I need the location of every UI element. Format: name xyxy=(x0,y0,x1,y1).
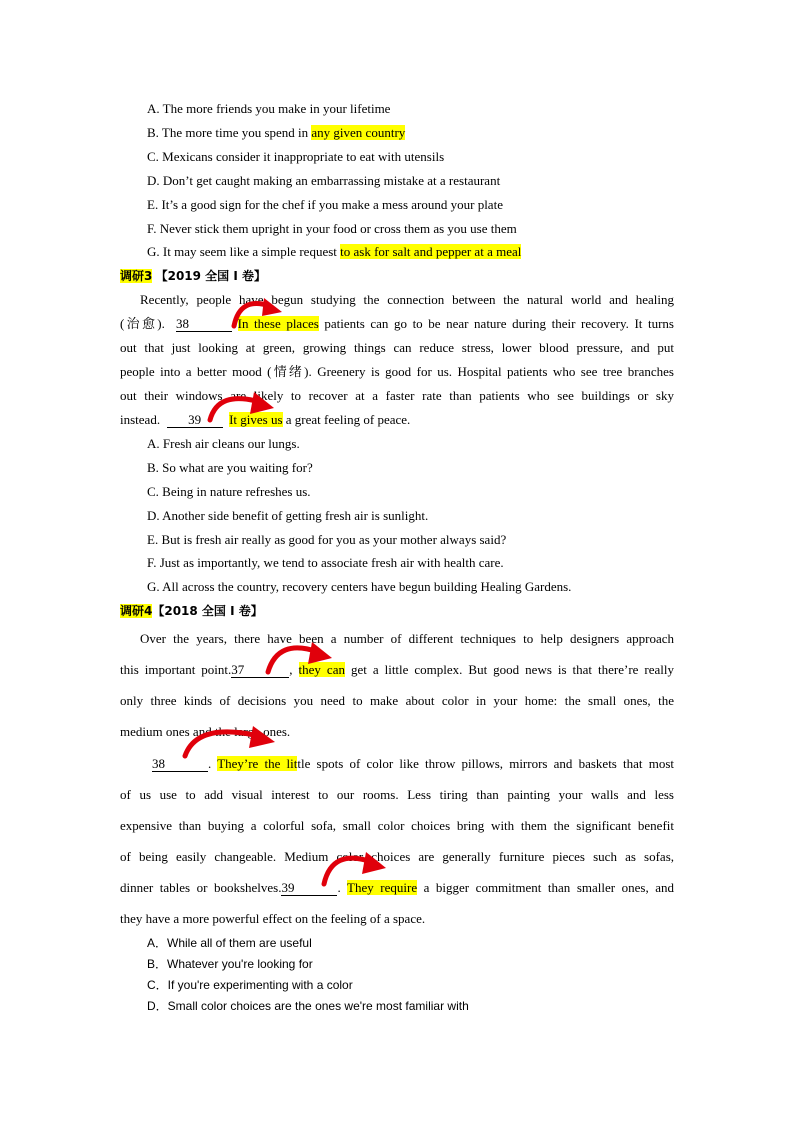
section3-heading xyxy=(120,268,266,284)
curved-arrow-icon xyxy=(318,846,390,888)
option-text: D. Another side benefit of getting fresh air is sunlight. xyxy=(147,508,429,523)
highlighted-text: They’re the lit xyxy=(217,756,298,771)
s3-option-f xyxy=(147,555,504,571)
option-text: G. It may seem like a simple request xyxy=(147,244,341,259)
passage-text: dinner tables or bookshelves. xyxy=(120,880,282,895)
option-text: G. All across the country, recovery centers have begun building Healing Gardens. xyxy=(147,579,572,594)
highlighted-text: In these places xyxy=(237,316,319,331)
passage4-line-5: 38 . They’re the little spots of color like throw pillows, mirrors and baskets that most xyxy=(152,756,674,771)
answer-blank: 39 xyxy=(281,881,337,896)
s3-option-a xyxy=(147,436,300,452)
passage-text: patients can go to be near nature during their recovery. It turns xyxy=(318,316,674,331)
highlighted-text: they can xyxy=(298,662,345,677)
option-text: A. Fresh air cleans our lungs. xyxy=(147,436,300,451)
s4-option-b xyxy=(147,956,313,972)
passage3-line-3 xyxy=(120,340,674,356)
curved-arrow-icon xyxy=(226,292,286,332)
highlighted-text: to ask for salt and pepper at a meal xyxy=(340,244,522,259)
passage-text: instead. xyxy=(120,412,161,427)
passage-text: a bigger commitment than smaller ones, and xyxy=(417,880,674,895)
passage-text: out that just looking at green, growing things can reduce stress, lower blood pressure, and put xyxy=(120,340,674,355)
option-b xyxy=(147,125,405,141)
passage-text: expensive than buying a colorful sofa, small color choices bring with them the significant benefit xyxy=(120,818,674,833)
option-text: F. Never stick them upright in your food or cross them as you use them xyxy=(147,221,517,236)
passage-text: out their windows are likely to recover at a faster rate than patients who see buildings or sky xyxy=(120,388,674,403)
section4-heading xyxy=(120,603,263,619)
option-text: E. It’s a good sign for the chef if you make a mess around your plate xyxy=(147,197,503,212)
passage-text: (治愈). xyxy=(120,316,165,331)
passage-text: get a little complex. But good news is that there’re really xyxy=(344,662,675,677)
option-e xyxy=(147,197,503,213)
option-text: A．While all of them are useful xyxy=(147,936,312,950)
passage4-line-8 xyxy=(120,849,674,865)
passage-text: medium ones and the large ones. xyxy=(120,724,291,739)
passage4-line-1 xyxy=(140,631,674,647)
passage-text: this important point. xyxy=(120,662,232,677)
s3-option-b xyxy=(147,460,313,476)
section-title: 【2018 全国 I 卷】 xyxy=(152,604,263,618)
s4-option-d xyxy=(147,998,469,1014)
option-a xyxy=(147,101,390,117)
curved-arrow-icon xyxy=(204,388,278,426)
option-text: D. Don’t get caught making an embarrassing mistake at a restaurant xyxy=(147,173,501,188)
passage-text: Recently, people have begun studying the connection between the natural world and healing xyxy=(140,292,674,307)
answer-blank: 38 xyxy=(152,757,208,772)
answer-blank: 37 xyxy=(231,663,289,678)
passage4-line-10 xyxy=(120,911,425,927)
highlighted-text: It gives us xyxy=(229,412,283,427)
s3-option-d xyxy=(147,508,428,524)
option-text: C．If you're experimenting with a color xyxy=(147,978,353,992)
section-tag: 调研3 xyxy=(120,269,153,283)
passage3-line-4 xyxy=(120,364,674,380)
passage-text: tle spots of color like throw pillows, mirrors and baskets that most xyxy=(297,756,674,771)
option-d xyxy=(147,173,500,189)
passage-text: of us use to add visual interest to our rooms. Less tiring than painting your walls and less xyxy=(120,787,674,802)
option-f xyxy=(147,221,517,237)
s3-option-e xyxy=(147,532,506,548)
highlighted-text: any given country xyxy=(311,125,406,140)
s4-option-c xyxy=(147,977,353,993)
option-text: C. Being in nature refreshes us. xyxy=(147,484,311,499)
option-text: B. So what are you waiting for? xyxy=(147,460,313,475)
s4-option-a xyxy=(147,935,312,951)
passage3-line-2 xyxy=(120,316,674,332)
curved-arrow-icon xyxy=(262,636,336,678)
answer-blank: 38 xyxy=(176,317,232,332)
passage-text: they have a more powerful effect on the feeling of a space. xyxy=(120,911,426,926)
option-g xyxy=(147,244,521,260)
passage-text: of being easily changeable. Medium color choices are generally furniture pieces such as sofas, xyxy=(120,849,674,864)
answer-blank: 39 xyxy=(167,413,223,428)
passage-text: people into a better mood (情绪). Greenery is good for us. Hospital patients who see tree branches xyxy=(120,364,674,379)
curved-arrow-icon xyxy=(179,722,279,760)
option-text: F. Just as importantly, we tend to associate fresh air with health care. xyxy=(147,555,504,570)
option-text: B．Whatever you're looking for xyxy=(147,957,313,971)
passage-text: a great feeling of peace. xyxy=(282,412,411,427)
s3-option-g xyxy=(147,579,571,595)
passage-text: Over the years, there have been a number of different techniques to help designers approach xyxy=(140,631,674,646)
section-title: 【2019 全国 I 卷】 xyxy=(155,269,267,283)
option-text: D．Small color choices are the ones we're most familiar with xyxy=(147,999,469,1013)
passage4-line-2: this important point.37 , they can get a little complex. But good news is that there’re really xyxy=(120,662,675,677)
option-text: E. But is fresh air really as good for you as your mother always said? xyxy=(147,532,507,547)
passage-text: only three kinds of decisions you need to make about color in your home: the small ones, the xyxy=(120,693,674,708)
passage3-line-1 xyxy=(140,292,674,308)
passage4-line-6 xyxy=(120,787,674,803)
s3-option-c xyxy=(147,484,311,500)
option-text: B. The more time you spend in xyxy=(147,125,312,140)
passage4-line-7 xyxy=(120,818,674,834)
highlighted-text: They require xyxy=(347,880,418,895)
passage4-line-9: dinner tables or bookshelves.39 . They require a bigger commitment than smaller ones, and xyxy=(120,880,674,895)
section-tag: 调研4 xyxy=(120,604,153,618)
passage4-line-3 xyxy=(120,693,674,709)
option-text: A. The more friends you make in your lifetime xyxy=(147,101,391,116)
option-c xyxy=(147,149,444,165)
option-text: C. Mexicans consider it inappropriate to eat with utensils xyxy=(147,149,445,164)
